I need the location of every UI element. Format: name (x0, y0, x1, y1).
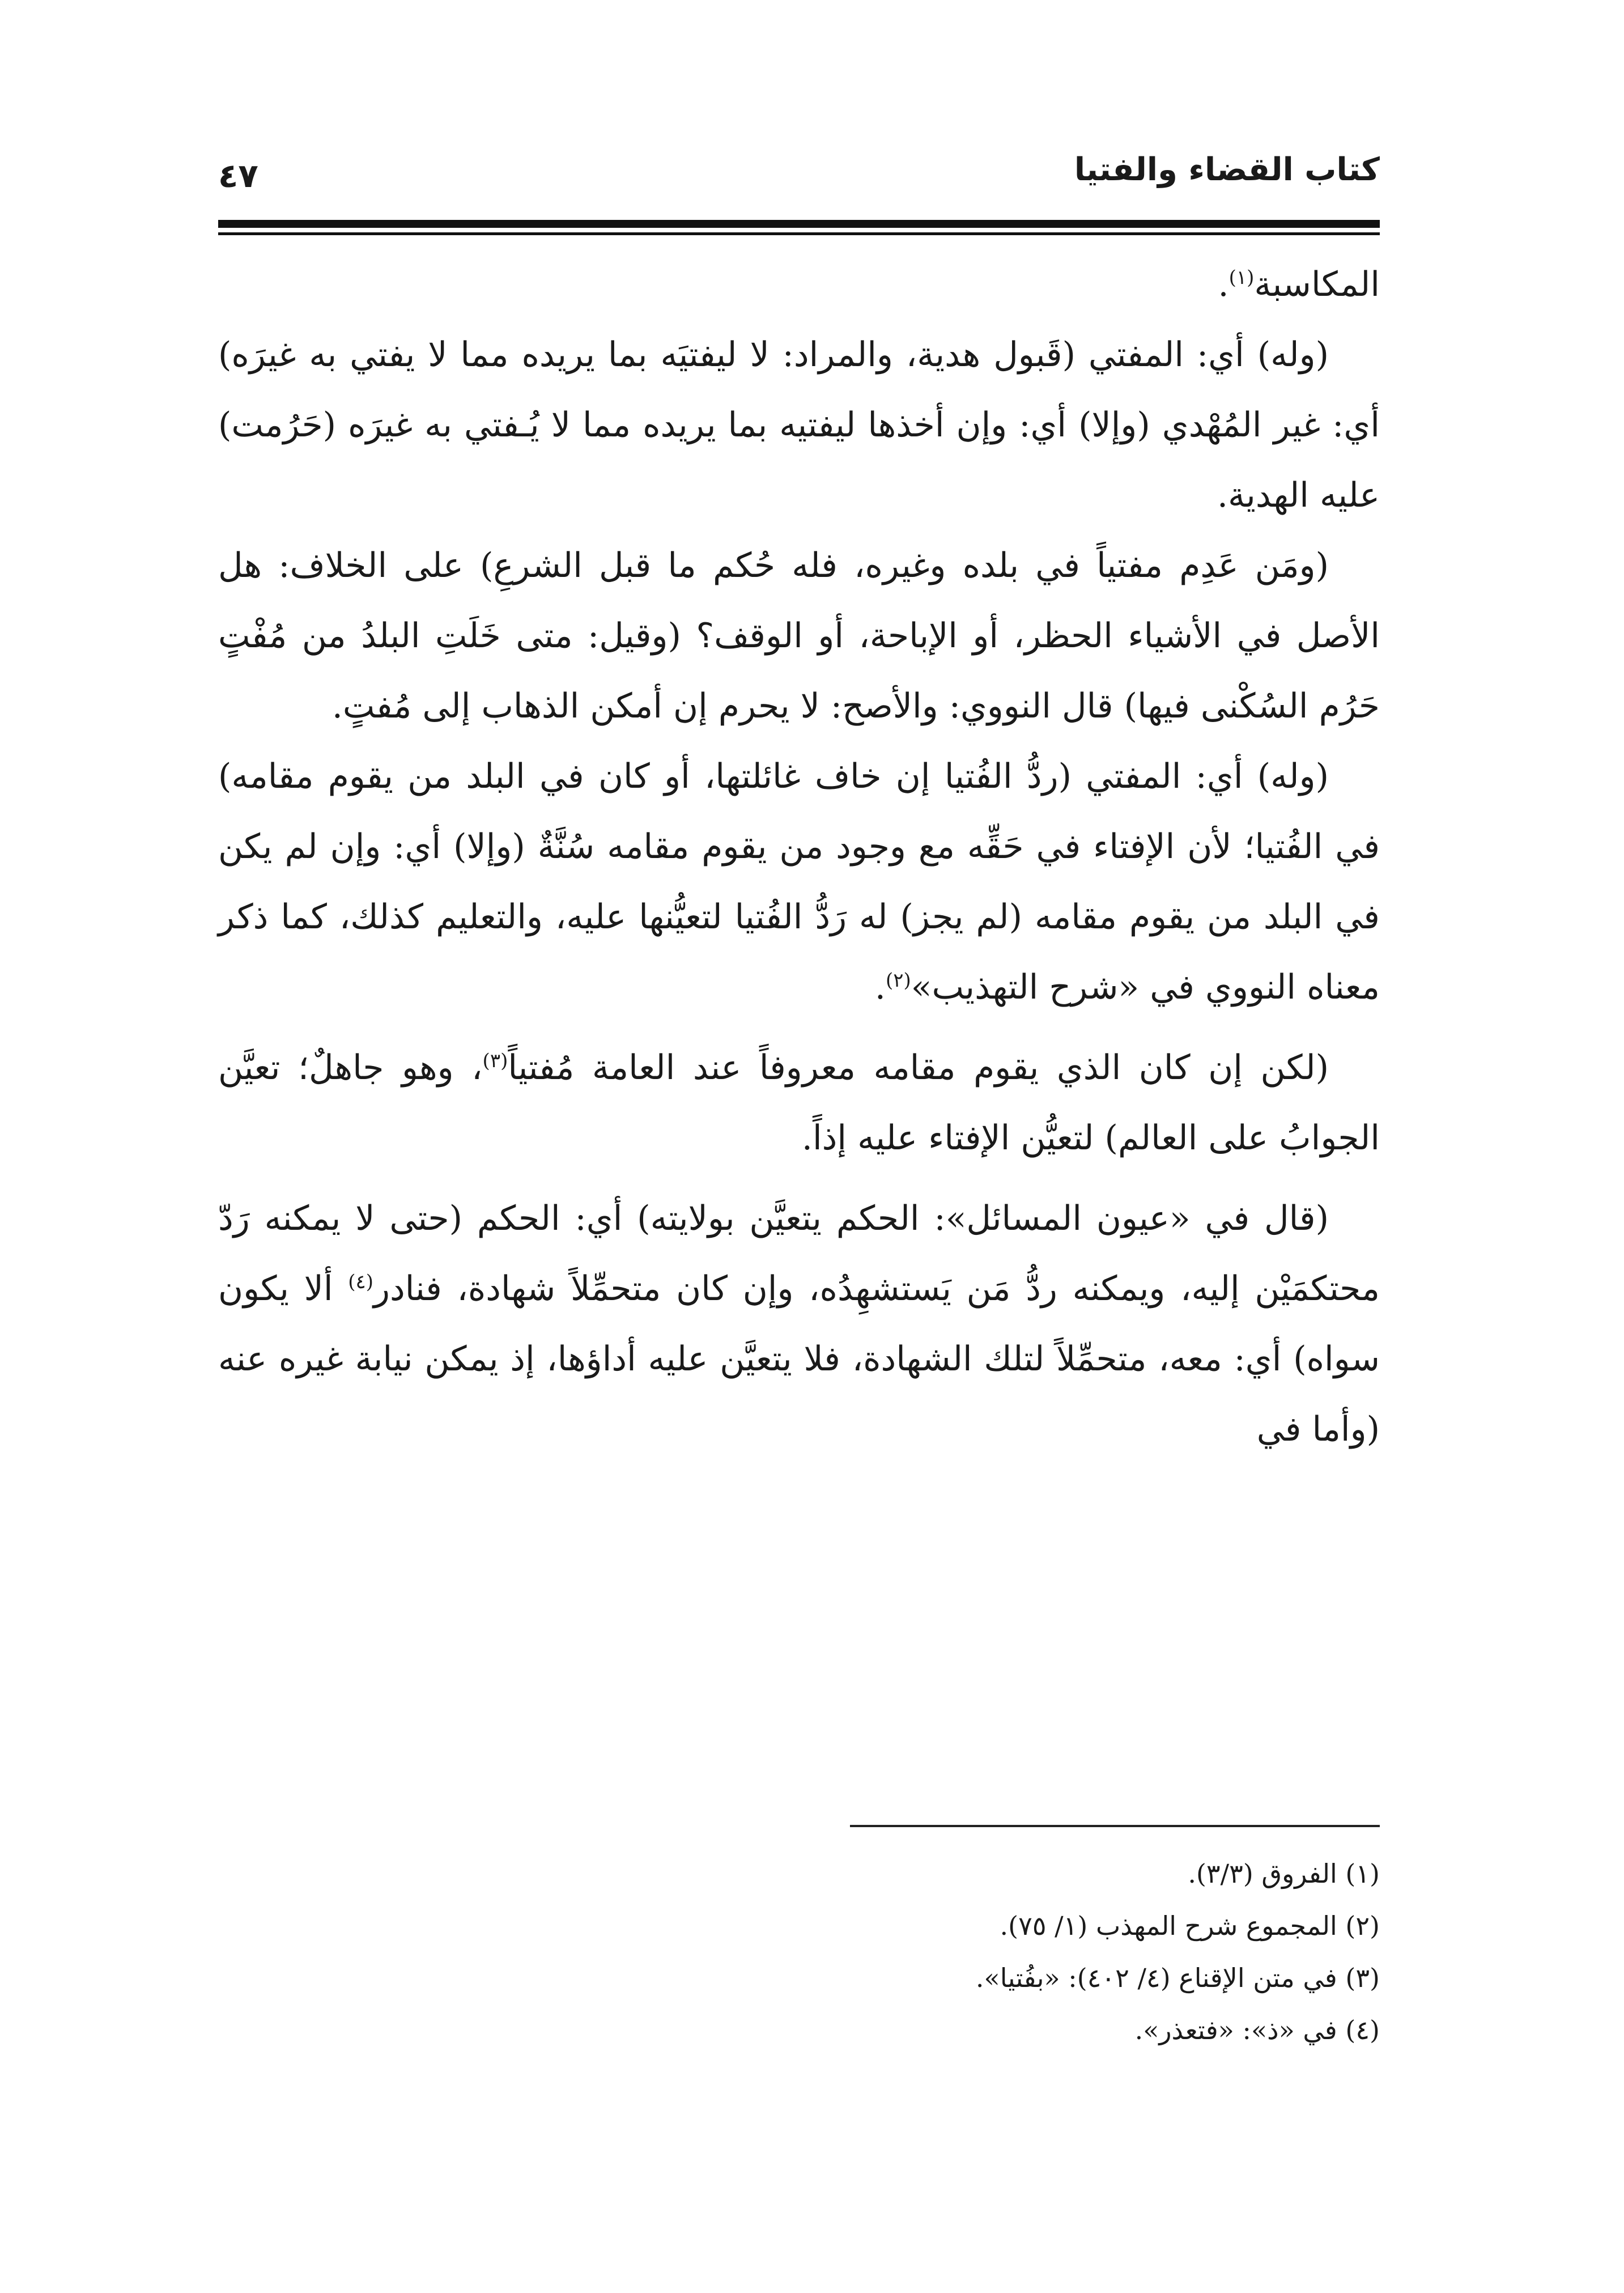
paragraph-6-text-a: (قال في «عيون المسائل»: الحكم يتعيَّن بولايته) أي: الحكم (حتى لا يمكنه رَدّ محتكمَيْن إليه، ويمكنه ردُّ مَن يَستشهِدُه، وإن كان متحمِّلاً شهادة، فنادر (218, 1199, 1380, 1309)
main-text (218, 249, 1380, 1464)
footnote-ref-2: (٢) (885, 969, 911, 992)
footnote-3: (٣) في متن الإقناع (٤/ ٤٠٢): «بفُتيا». (975, 1963, 1380, 1993)
footnote-1: (١) الفروق (٣/٣). (1188, 1858, 1380, 1889)
footnote-separator (850, 1825, 1380, 1827)
paragraph-5-text-b: ، وهو جاهلٌ؛ تعيَّن الجوابُ على العالم) لتعيُّن الإفتاء عليه إذاً. (218, 1048, 1380, 1158)
footnote-ref-4: (٤) (348, 1271, 374, 1293)
header-rule-thin (218, 232, 1380, 235)
paragraph-5 (218, 1033, 1380, 1173)
running-title: كتاب القضاء والفتيا (1074, 151, 1380, 188)
paragraph-1-text: المكاسبة (1254, 265, 1380, 304)
header-rule (218, 220, 1380, 237)
page-header (218, 145, 1380, 196)
paragraph-4-end: . (874, 967, 886, 1007)
paragraph-3: (ومَن عَدِم مفتياً في بلده وغيره، فله حُكم ما قبل الشرعِ) على الخلاف: هل الأصل في الأشياء الحظر، أو الإباحة، أو الوقف؟ (وقيل: متى خَلَتِ البلدُ من مُفْتٍ حَرُم السُكْنى فيها) قال النووي: والأصح: لا يحرم إن أمكن الذهاب إلى مُفتٍ. (218, 546, 1380, 726)
footnote-4: (٤) في «ذ»: «فتعذر». (1134, 2015, 1380, 2045)
paragraph-6-text-b: ألا يكون سواه) أي: معه، متحمِّلاً لتلك الشهادة، فلا يتعيَّن عليه أداؤها، إذ يمكن نيابة غيره عنه (وأما في (218, 1269, 1380, 1449)
footnote-ref-3: (٣) (482, 1050, 508, 1072)
paragraph-2: (وله) أي: المفتي (قَبول هدية، والمراد: لا ليفتيَه بما يريده مما لا يفتي به غيرَه) أي: غير المُهْدي (وإلا) أي: وإن أخذها ليفتيه بما يريده مما لا يُـفتي به غيرَه (حَرُمت) عليه الهدية. (218, 335, 1380, 515)
page-number: ٤٧ (218, 156, 258, 195)
paragraph-4-text: (وله) أي: المفتي (ردُّ الفُتيا إن خاف غائلتها، أو كان في البلد من يقوم مقامه) في الفُتيا؛ لأن الإفتاء في حَقِّه مع وجود من يقوم مقامه سُنَّةٌ (وإلا) أي: وإن لم يكن في البلد من يقوم مقامه (لم يجز) له رَدُّ الفُتيا لتعيُّنها عليه، والتعليم كذلك، كما ذكر معناه النووي في «شرح التهذيب» (218, 757, 1380, 1007)
header-rule-thick (218, 220, 1380, 228)
footnote-ref-1: (١) (1228, 266, 1255, 289)
paragraph-1 (218, 249, 1380, 320)
paragraph-4 (218, 741, 1380, 1022)
paragraph-5-text-a: (لكن إن كان الذي يقوم مقامه معروفاً عند العامة مُفتياً (508, 1048, 1329, 1088)
paragraph-6 (218, 1183, 1380, 1464)
paragraph-1-end: . (1218, 265, 1229, 304)
footnotes (218, 1848, 1380, 2056)
footnote-2: (٢) المجموع شرح المهذب (١/ ٧٥). (1000, 1910, 1380, 1941)
